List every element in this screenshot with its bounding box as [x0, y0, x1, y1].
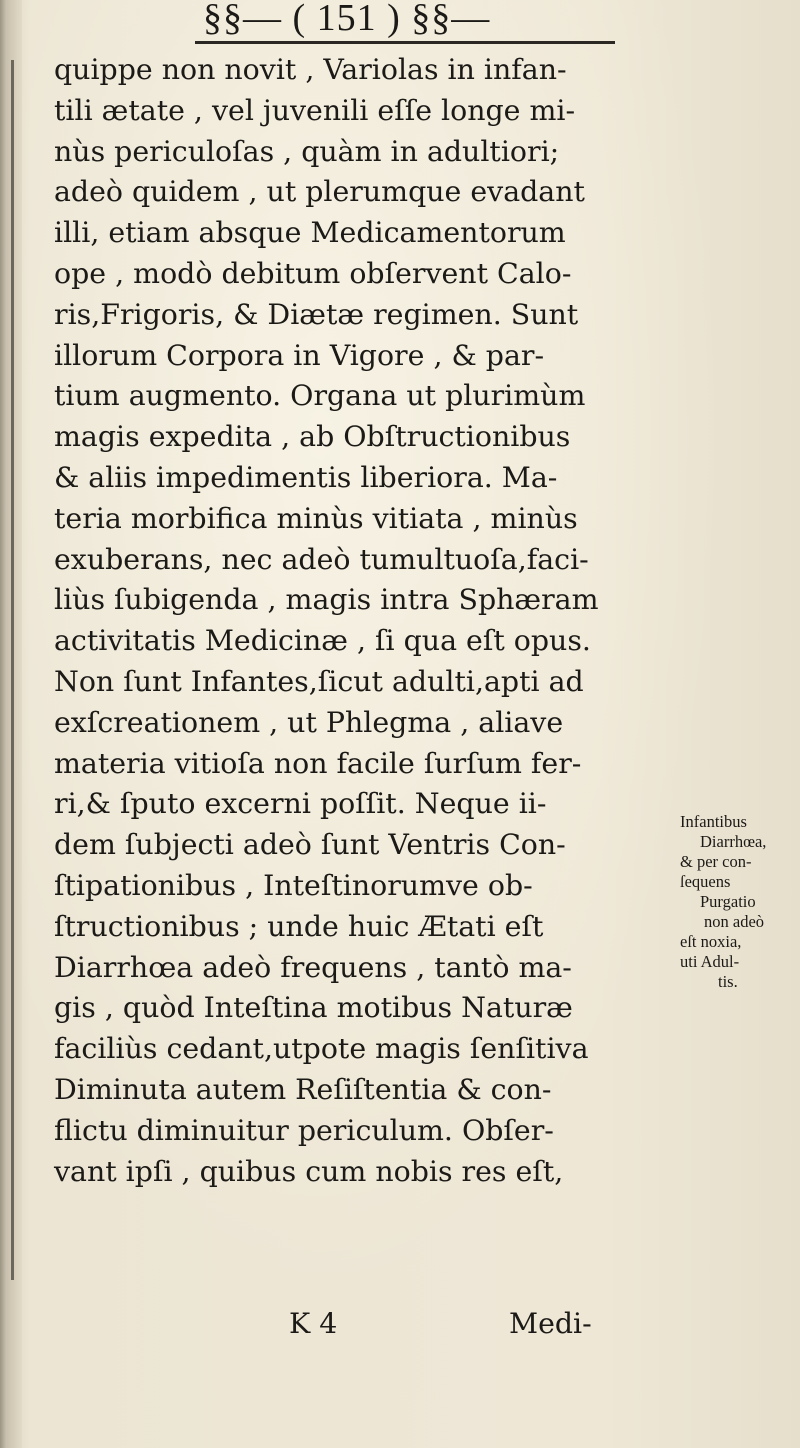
marginal-note: [680, 812, 798, 992]
text-line: Diminuta autem Reſiſtentia & con-: [54, 1072, 552, 1106]
page-number-ornament: §§— ( 151 ) §§—: [203, 0, 491, 39]
text-line: vant ipſi , quibus cum nobis res eſt,: [54, 1154, 564, 1188]
page-header: [0, 0, 800, 40]
text-line: nùs periculoſas , quàm in adultiori;: [54, 134, 560, 168]
margin-note-line: non adeò: [704, 912, 765, 931]
margin-note-line: uti Adul-: [680, 952, 740, 971]
text-line: flictu diminuitur periculum. Obſer-: [54, 1113, 554, 1147]
margin-note-line: tis.: [718, 972, 738, 991]
catchword: Medi-: [509, 1307, 592, 1340]
text-line: teria morbifica minùs vitiata , minùs: [54, 501, 578, 535]
text-line: ris,Frigoris, & Diætæ regimen. Sunt: [54, 297, 579, 331]
text-line: Non ſunt Infantes,ſicut adulti,apti ad: [54, 664, 584, 698]
text-line: activitatis Medicinæ , ſi qua eſt opus.: [54, 624, 591, 658]
text-line: materia vitioſa non facile ſurſum fer-: [54, 746, 582, 780]
text-line: illi, etiam absque Medicamentorum: [54, 216, 566, 250]
header-rule: [195, 41, 615, 44]
text-line: liùs ſubigenda , magis intra Sphæram: [54, 583, 599, 617]
margin-note-line: eſt noxia,: [680, 932, 742, 951]
text-line: tium augmento. Organa ut plurimùm: [54, 379, 586, 413]
margin-note-line: & per con-: [680, 852, 752, 871]
text-line: ope , modò debitum obſervent Calo-: [54, 256, 572, 290]
text-line: ri,& ſputo excerni poſſit. Neque ii-: [54, 787, 547, 821]
margin-note-line: ſequens: [680, 872, 731, 891]
margin-note-line: Diarrhœa,: [700, 832, 767, 851]
text-line: exuberans, nec adeò tumultuoſa,faci-: [54, 542, 589, 576]
text-line: faciliùs cedant,utpote magis ſenſitiva: [54, 1032, 589, 1066]
text-line: adeò quidem , ut plerumque evadant: [54, 175, 585, 209]
margin-note-line: Purgatio: [700, 892, 756, 911]
text-line: gis , quòd Inteſtina motibus Naturæ: [54, 991, 573, 1025]
main-text-block: [54, 50, 744, 1192]
text-line: dem ſubjecti adeò ſunt Ventris Con-: [54, 828, 566, 862]
text-line: tili ætate , vel juvenili eſſe longe mi-: [54, 93, 576, 127]
page-footer: [54, 1304, 744, 1344]
margin-note-line: Infantibus: [680, 812, 747, 831]
binding-shadow-line: [11, 60, 14, 1280]
text-line: & aliis impedimentis liberiora. Ma-: [54, 460, 558, 494]
text-line: quippe non novit , Variolas in infan-: [54, 53, 567, 86]
text-line: exſcreationem , ut Phlegma , aliave: [54, 705, 564, 739]
text-line: ſtructionibus ; unde huic Ætati eſt: [54, 909, 544, 943]
text-line: illorum Corpora in Vigore , & par-: [54, 338, 545, 372]
signature-mark: K 4: [289, 1307, 338, 1340]
text-line: ſtipationibus , Inteſtinorumve ob-: [54, 868, 533, 902]
text-line: Diarrhœa adeò frequens , tantò ma-: [54, 950, 572, 984]
text-line: magis expedita , ab Obſtructionibus: [54, 420, 571, 454]
